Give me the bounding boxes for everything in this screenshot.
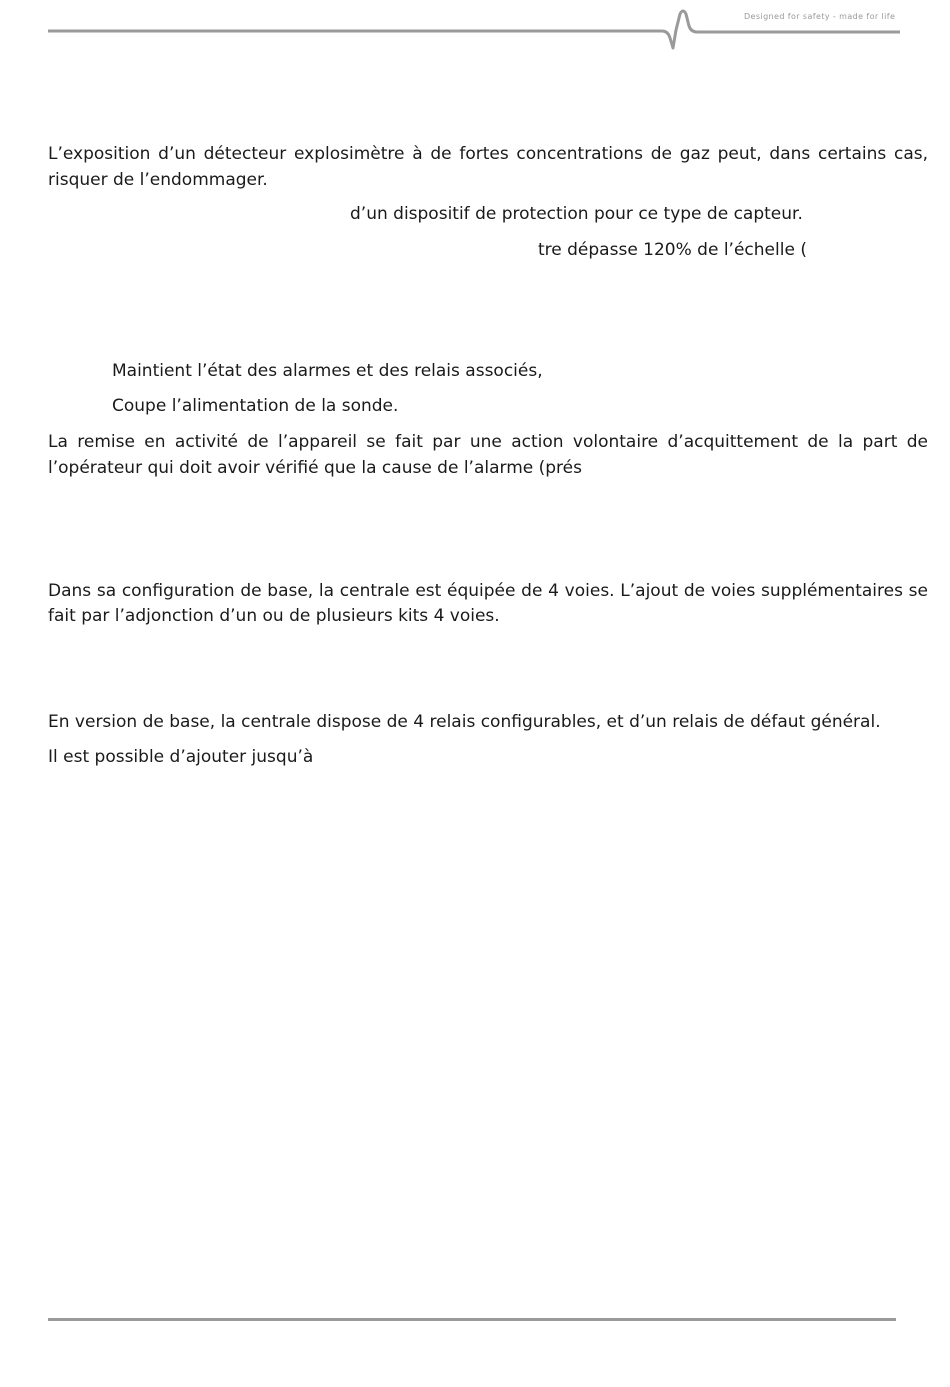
paragraph-1-line-3: d’un dispositif de protection pour ce type de capteur.: [350, 204, 803, 224]
paragraph-3-line-1: Dans sa configuration de base, la centrale est équipée de 4 voies. L’ajout de voies supplémentaires se: [48, 581, 928, 601]
paragraph-1-line-1: L’exposition d’un détecteur explosimètre à de fortes concentrations de gaz peut, dans certains cas,: [48, 144, 928, 164]
header-rule-logo-line: [0, 0, 950, 60]
paragraph-4-line-1: En version de base, la centrale dispose de 4 relais configurables, et d’un relais de défaut général.: [48, 712, 881, 732]
paragraph-1-line-4: tre dépasse 120% de l’échelle (: [538, 240, 807, 260]
paragraph-4-line-2: Il est possible d’ajouter jusqu’à: [48, 747, 314, 767]
paragraph-2-line-1: La remise en activité de l’appareil se fait par une action volontaire d’acquittement de la part de: [48, 432, 928, 452]
footer-rule: [48, 1318, 896, 1321]
bullet-item-2: Coupe l’alimentation de la sonde.: [112, 396, 399, 416]
bullet-item-1: Maintient l’état des alarmes et des relais associés,: [112, 361, 543, 381]
paragraph-1-line-2: risquer de l’endommager.: [48, 170, 268, 190]
header-tagline: Designed for safety - made for life: [744, 12, 896, 21]
paragraph-2-line-2: l’opérateur qui doit avoir vérifié que la cause de l’alarme (prés: [48, 458, 582, 478]
paragraph-3-line-2: fait par l’adjonction d’un ou de plusieurs kits 4 voies.: [48, 606, 500, 626]
